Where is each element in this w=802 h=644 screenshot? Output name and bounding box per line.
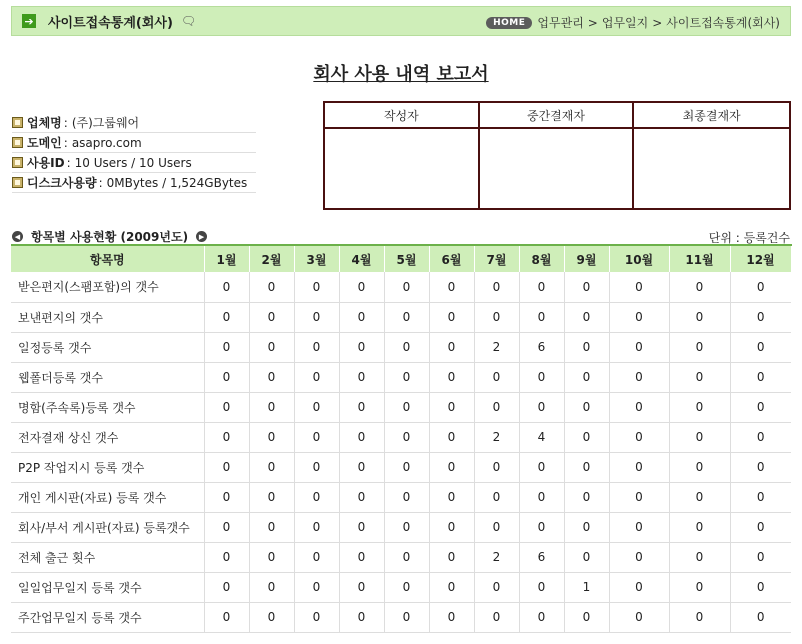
row-value: 0 (204, 362, 249, 392)
info-row-users: 사용ID : 10 Users / 10 Users (12, 153, 256, 173)
approval-header-author: 작성자 (325, 103, 480, 129)
column-header-month: 10월 (609, 245, 669, 272)
row-value: 0 (429, 422, 474, 452)
row-value: 0 (294, 482, 339, 512)
section-title: 항목별 사용현황 (2009년도) (31, 230, 189, 244)
row-value: 0 (730, 602, 791, 632)
row-value: 0 (249, 272, 294, 302)
row-value: 0 (730, 332, 791, 362)
row-value: 0 (204, 482, 249, 512)
row-value: 0 (564, 272, 609, 302)
row-item-name: 웹폴더등록 갯수 (11, 362, 204, 392)
row-value: 0 (564, 392, 609, 422)
row-value: 0 (519, 602, 564, 632)
column-header-month: 1월 (204, 245, 249, 272)
row-value: 0 (564, 422, 609, 452)
row-value: 0 (429, 302, 474, 332)
row-value: 0 (384, 542, 429, 572)
row-value: 0 (609, 542, 669, 572)
row-value: 0 (609, 302, 669, 332)
row-value: 0 (249, 572, 294, 602)
row-value: 0 (294, 302, 339, 332)
row-value: 0 (294, 512, 339, 542)
row-value: 0 (339, 452, 384, 482)
column-header-name: 항목명 (11, 245, 204, 272)
row-value: 4 (519, 422, 564, 452)
row-value: 0 (669, 602, 730, 632)
row-value: 0 (519, 482, 564, 512)
row-value: 6 (519, 332, 564, 362)
unit-label: 단위 : 등록건수 (708, 231, 790, 245)
table-row (11, 602, 791, 632)
row-value: 2 (474, 542, 519, 572)
row-value: 0 (294, 332, 339, 362)
row-value: 0 (249, 422, 294, 452)
row-value: 0 (429, 272, 474, 302)
row-item-name: 전자결재 상신 갯수 (11, 422, 204, 452)
row-value: 0 (204, 332, 249, 362)
row-value: 1 (564, 572, 609, 602)
row-value: 0 (249, 362, 294, 392)
breadcrumb-item-work[interactable]: 업무관리 (537, 16, 584, 30)
table-row (11, 422, 791, 452)
row-value: 0 (294, 452, 339, 482)
bullet-icon (12, 177, 23, 188)
row-value: 0 (294, 542, 339, 572)
row-item-name: 전체 출근 횟수 (11, 542, 204, 572)
row-value: 0 (669, 272, 730, 302)
row-value: 0 (204, 272, 249, 302)
row-value: 0 (730, 452, 791, 482)
table-body (11, 272, 791, 632)
info-value: 10 Users / 10 Users (74, 155, 192, 170)
row-value: 0 (669, 392, 730, 422)
row-value: 0 (564, 512, 609, 542)
row-value: 0 (339, 482, 384, 512)
row-value: 0 (474, 572, 519, 602)
table-header-row (11, 245, 791, 272)
row-value: 0 (609, 572, 669, 602)
row-value: 0 (429, 572, 474, 602)
row-value: 0 (339, 512, 384, 542)
row-value: 0 (339, 392, 384, 422)
row-item-name: 보낸편지의 갯수 (11, 302, 204, 332)
approval-cell-middle (480, 129, 635, 208)
row-value: 0 (339, 572, 384, 602)
row-value: 0 (474, 512, 519, 542)
row-value: 0 (474, 272, 519, 302)
info-row-domain: 도메인 : asapro.com (12, 133, 256, 153)
row-value: 0 (519, 512, 564, 542)
row-value: 0 (429, 602, 474, 632)
table-row (11, 452, 791, 482)
row-value: 0 (669, 362, 730, 392)
row-value: 0 (384, 512, 429, 542)
row-value: 0 (339, 272, 384, 302)
company-info (12, 113, 256, 193)
column-header-month: 2월 (249, 245, 294, 272)
row-value: 0 (429, 392, 474, 422)
table-row (11, 272, 791, 302)
row-value: 0 (609, 482, 669, 512)
row-value: 0 (609, 512, 669, 542)
row-value: 0 (564, 602, 609, 632)
info-label: 도메인 (27, 136, 62, 150)
info-label: 디스크사용량 (27, 176, 97, 190)
row-value: 0 (204, 302, 249, 332)
row-value: 0 (730, 482, 791, 512)
row-value: 0 (609, 392, 669, 422)
table-row (11, 572, 791, 602)
breadcrumb-separator: > (587, 15, 598, 30)
info-value: (주)그룹웨어 (71, 116, 140, 130)
approval-cell-author (325, 129, 480, 208)
row-value: 0 (384, 362, 429, 392)
row-value: 0 (564, 362, 609, 392)
row-value: 0 (204, 392, 249, 422)
row-value: 0 (204, 422, 249, 452)
row-value: 0 (249, 392, 294, 422)
row-item-name: P2P 작업지시 등록 갯수 (11, 452, 204, 482)
row-value: 0 (384, 332, 429, 362)
row-item-name: 명함(주속록)등록 갯수 (11, 392, 204, 422)
row-value: 0 (204, 512, 249, 542)
row-value: 0 (249, 302, 294, 332)
row-value: 0 (339, 602, 384, 632)
breadcrumb-item-stats: 사이트접속통계(회사) (666, 16, 780, 30)
row-value: 0 (474, 602, 519, 632)
approval-box (323, 101, 791, 210)
row-value: 0 (429, 362, 474, 392)
row-value: 6 (519, 542, 564, 572)
row-value: 0 (339, 422, 384, 452)
row-value: 0 (564, 452, 609, 482)
row-value: 0 (429, 482, 474, 512)
row-value: 0 (519, 362, 564, 392)
next-year-icon[interactable]: ▶ (196, 231, 207, 242)
column-header-month: 4월 (339, 245, 384, 272)
table-row (11, 392, 791, 422)
prev-year-icon[interactable]: ◀ (12, 231, 23, 242)
row-value: 0 (564, 542, 609, 572)
table-row (11, 362, 791, 392)
row-item-name: 회사/부서 게시판(자료) 등록갯수 (11, 512, 204, 542)
breadcrumb-item-journal[interactable]: 업무일지 (601, 16, 649, 30)
row-value: 0 (519, 572, 564, 602)
arrow-right-icon: ➔ (22, 14, 36, 28)
row-value: 0 (730, 512, 791, 542)
row-value: 0 (249, 542, 294, 572)
column-header-month: 7월 (474, 245, 519, 272)
row-item-name: 일정등록 갯수 (11, 332, 204, 362)
info-label: 업체명 (27, 116, 62, 130)
row-value: 0 (730, 422, 791, 452)
row-value: 0 (294, 602, 339, 632)
table-row (11, 332, 791, 362)
page-title: 사이트접속통계(회사) (48, 15, 173, 31)
row-value: 0 (564, 332, 609, 362)
row-value: 0 (339, 542, 384, 572)
report-title: 회사 사용 내역 보고서 (313, 64, 489, 85)
row-value: 0 (609, 362, 669, 392)
row-value: 0 (384, 302, 429, 332)
row-value: 0 (339, 362, 384, 392)
row-value: 0 (294, 362, 339, 392)
row-item-name: 일일업무일지 등록 갯수 (11, 572, 204, 602)
row-value: 0 (609, 272, 669, 302)
row-value: 2 (474, 332, 519, 362)
breadcrumb-separator: > (652, 15, 663, 30)
row-value: 0 (339, 302, 384, 332)
row-value: 0 (730, 572, 791, 602)
row-value: 0 (609, 332, 669, 362)
row-value: 0 (669, 422, 730, 452)
row-value: 0 (669, 482, 730, 512)
row-value: 0 (429, 452, 474, 482)
info-row-company: 업체명 : (주)그룹웨어 (12, 113, 256, 133)
bullet-icon (12, 157, 23, 168)
row-value: 0 (204, 452, 249, 482)
row-value: 0 (339, 332, 384, 362)
row-value: 0 (609, 422, 669, 452)
column-header-month: 8월 (519, 245, 564, 272)
row-value: 2 (474, 422, 519, 452)
row-value: 0 (730, 362, 791, 392)
row-value: 0 (204, 572, 249, 602)
row-value: 0 (294, 392, 339, 422)
row-value: 0 (519, 392, 564, 422)
column-header-month: 6월 (429, 245, 474, 272)
table-row (11, 302, 791, 332)
home-link[interactable]: HOME (486, 17, 532, 29)
row-item-name: 받은편지(스팸포함)의 갯수 (11, 272, 204, 302)
info-value: 0MBytes / 1,524GBytes (106, 175, 248, 190)
table-row (11, 512, 791, 542)
section-heading (12, 228, 207, 245)
row-value: 0 (609, 602, 669, 632)
column-header-month: 12월 (730, 245, 791, 272)
info-value: asapro.com (71, 135, 142, 150)
row-value: 0 (384, 602, 429, 632)
row-value: 0 (204, 602, 249, 632)
row-value: 0 (669, 542, 730, 572)
row-value: 0 (519, 302, 564, 332)
row-item-name: 개인 게시판(자료) 등록 갯수 (11, 482, 204, 512)
row-value: 0 (204, 542, 249, 572)
column-header-month: 9월 (564, 245, 609, 272)
row-value: 0 (474, 452, 519, 482)
column-header-month: 3월 (294, 245, 339, 272)
row-item-name: 주간업무일지 등록 갯수 (11, 602, 204, 632)
info-row-disk: 디스크사용량 : 0MBytes / 1,524GBytes (12, 173, 256, 193)
speech-bubble-icon: 🗨 (180, 14, 197, 28)
row-value: 0 (519, 272, 564, 302)
approval-cell-final (634, 129, 789, 208)
bullet-icon (12, 137, 23, 148)
column-header-month: 11월 (669, 245, 730, 272)
row-value: 0 (730, 392, 791, 422)
row-value: 0 (669, 452, 730, 482)
row-value: 0 (249, 482, 294, 512)
column-header-month: 5월 (384, 245, 429, 272)
row-value: 0 (429, 332, 474, 362)
row-value: 0 (249, 452, 294, 482)
row-value: 0 (564, 302, 609, 332)
row-value: 0 (730, 272, 791, 302)
bullet-icon (12, 117, 23, 128)
row-value: 0 (474, 362, 519, 392)
row-value: 0 (564, 482, 609, 512)
row-value: 0 (294, 422, 339, 452)
row-value: 0 (384, 452, 429, 482)
row-value: 0 (429, 542, 474, 572)
breadcrumb (486, 14, 780, 31)
title-bar (11, 6, 791, 36)
row-value: 0 (249, 512, 294, 542)
row-value: 0 (294, 572, 339, 602)
approval-header-middle: 중간결재자 (480, 103, 635, 129)
row-value: 0 (474, 482, 519, 512)
row-value: 0 (384, 482, 429, 512)
row-value: 0 (669, 302, 730, 332)
row-value: 0 (609, 452, 669, 482)
row-value: 0 (429, 512, 474, 542)
row-value: 0 (669, 512, 730, 542)
info-label: 사용ID (27, 156, 65, 170)
row-value: 0 (384, 272, 429, 302)
row-value: 0 (384, 572, 429, 602)
table-row (11, 542, 791, 572)
row-value: 0 (249, 332, 294, 362)
approval-header-final: 최종결재자 (634, 103, 789, 129)
row-value: 0 (474, 302, 519, 332)
table-row (11, 482, 791, 512)
row-value: 0 (519, 452, 564, 482)
row-value: 0 (474, 392, 519, 422)
row-value: 0 (294, 272, 339, 302)
row-value: 0 (669, 332, 730, 362)
row-value: 0 (249, 602, 294, 632)
row-value: 0 (730, 302, 791, 332)
row-value: 0 (384, 422, 429, 452)
row-value: 0 (730, 542, 791, 572)
usage-table (11, 244, 792, 633)
row-value: 0 (384, 392, 429, 422)
row-value: 0 (669, 572, 730, 602)
